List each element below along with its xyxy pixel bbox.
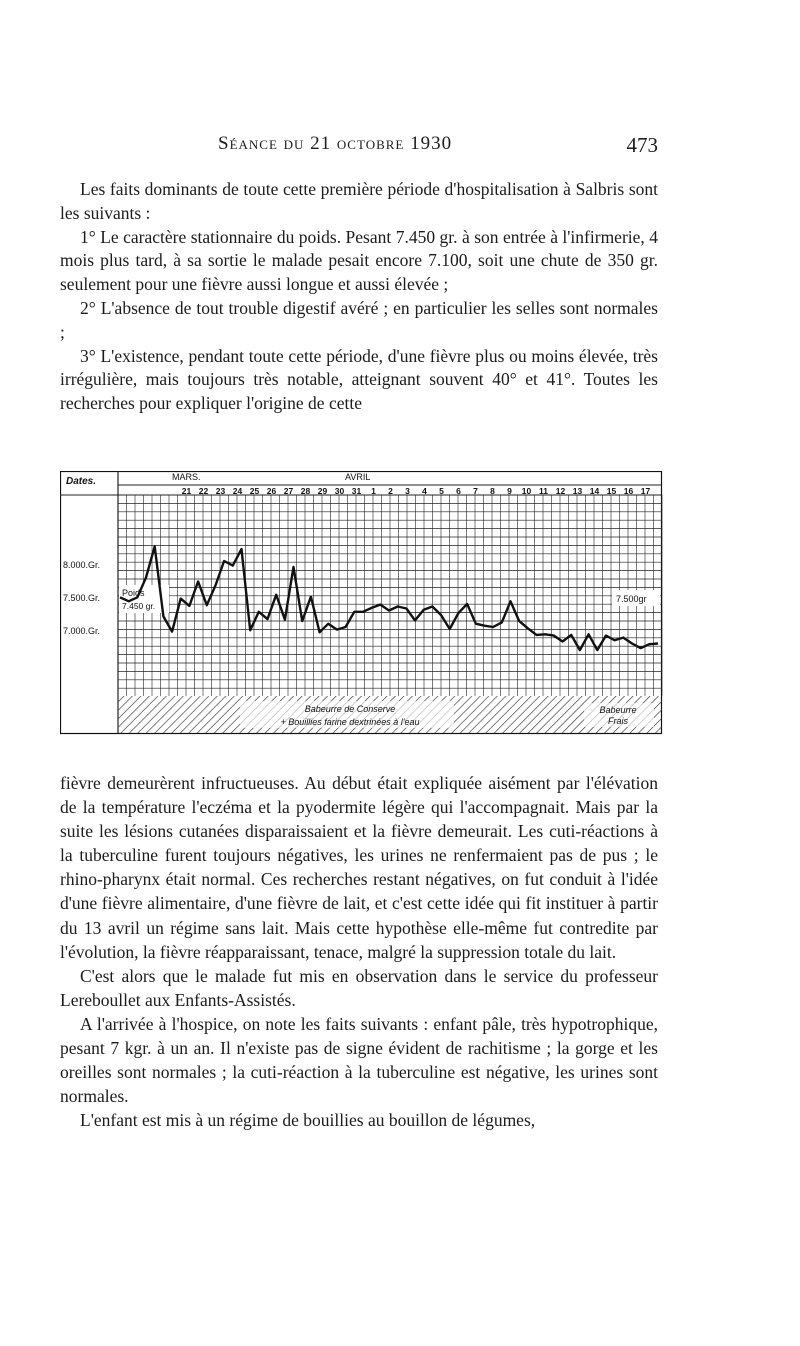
paragraph: A l'arrivée à l'hospice, on note les faits suivants : enfant pâle, très hypotrophique, pesant 7 kgr. à un an. Il n'existe pas de signe évident de rachitisme ; la gorge et les oreilles sont normales ; la cuti-réaction à la tuberculine est négative, les urines sont normales. <box>60 1013 658 1107</box>
band-1-label-line-1: Babeurre de Conserve <box>304 704 396 714</box>
weight-chart-svg <box>60 471 664 736</box>
paragraph: 2° L'absence de tout trouble digestif avéré ; en particulier les selles sont normales ; <box>60 297 658 342</box>
band-2-label-line-1: Babeurre <box>599 705 637 715</box>
date-tick-label: 23 <box>215 486 226 496</box>
date-tick-label: 28 <box>300 486 311 496</box>
end-weight-label: 7.500gr <box>616 594 647 604</box>
date-tick-label: 31 <box>351 486 362 496</box>
date-tick-label: 6 <box>456 486 461 496</box>
date-tick-label: 15 <box>606 486 617 496</box>
date-tick-label: 16 <box>623 486 634 496</box>
band-2-label-line-2: Frais <box>608 716 628 726</box>
dates-label: Dates. <box>66 476 97 487</box>
date-tick-label: 3 <box>405 486 410 496</box>
date-tick-label: 25 <box>249 486 260 496</box>
date-tick-label: 7 <box>473 486 478 496</box>
running-title: Séance du 21 octobre 1930 <box>218 133 453 154</box>
y-label-8000: 8.000.Gr. <box>63 560 101 570</box>
paragraph: L'enfant est mis à un régime de bouillies au bouillon de légumes, <box>80 1110 536 1131</box>
y-label-7000: 7.000.Gr. <box>63 626 101 636</box>
date-tick-label: 29 <box>317 486 328 496</box>
date-tick-label: 12 <box>555 486 566 496</box>
paragraph: 3° L'existence, pendant toute cette période, d'une fièvre plus ou moins élevée, très irrégulière, mais toujours très notable, atteignant souvent 40° et 41°. Toutes les recherches pour expliquer l'origine de cette <box>60 345 658 414</box>
date-tick-label: 17 <box>640 486 651 496</box>
month-label-mars: MARS. <box>172 472 201 482</box>
date-tick-label: 10 <box>521 486 532 496</box>
date-tick-label: 21 <box>181 486 192 496</box>
poids-label-line-2: 7.450 gr. <box>122 601 156 611</box>
date-tick-label: 14 <box>589 486 600 496</box>
date-tick-label: 13 <box>572 486 583 496</box>
y-label-7500: 7.500.Gr. <box>63 593 101 603</box>
band-1-label-line-2: + Bouillies farine dextrinées à l'eau <box>280 717 420 727</box>
paragraph: 1° Le caractère stationnaire du poids. Pesant 7.450 gr. à son entrée à l'infirmerie, 4 mois plus tard, à sa sortie le malade pesait encore 7.100, soit une chute de 350 gr. seulement pour une fièvre aussi longue et aussi élevée ; <box>60 226 658 295</box>
paragraph: C'est alors que le malade fut mis en observation dans le service du professeur Lereboullet aux Enfants-Assistés. <box>60 965 658 1010</box>
paragraph: Les faits dominants de toute cette première période d'hospitalisation à Salbris sont les suivants : <box>60 179 658 223</box>
text-block-bottom <box>60 771 658 1132</box>
diet-bands <box>118 696 662 733</box>
date-tick-label: 5 <box>439 486 444 496</box>
text-block-top <box>60 178 658 416</box>
month-label-avril: AVRIL <box>345 472 371 482</box>
date-tick-label: 26 <box>266 486 277 496</box>
page-number: 473 <box>626 133 658 157</box>
weight-chart <box>60 471 664 736</box>
date-tick-label: 11 <box>539 486 548 496</box>
date-tick-label: 1 <box>371 486 376 496</box>
date-tick-label: 27 <box>283 486 294 496</box>
date-tick-label: 4 <box>422 486 427 496</box>
date-tick-label: 22 <box>198 486 209 496</box>
date-tick-label: 9 <box>507 486 512 496</box>
page-header <box>60 133 658 167</box>
poids-label-line-1: Poids <box>122 588 145 598</box>
date-tick-label: 8 <box>490 486 495 496</box>
date-tick-label: 2 <box>388 486 393 496</box>
date-tick-label: 30 <box>334 486 345 496</box>
date-tick-label: 24 <box>232 486 243 496</box>
paragraph: fièvre demeurèrent infructueuses. Au début était expliquée aisément par l'élévation de la température l'eczéma et la pyodermite légère qui l'accompagnait. Mais par la suite les lésions cutanées disparaissaient et la fièvre demeurait. Les cuti-réactions à la tuberculine furent toujours négatives, les urines ne renfermaient pas de pus ; le rhino-pharynx était normal. Ces recherches restant négatives, on fut conduit à l'idée d'une fièvre alimentaire, d'une fièvre de lait, et c'est cette idée qui fit instituer à partir du 13 avril un régime sans lait. Mais cette hypothèse elle-même fut contredite par l'évolution, la fièvre réapparaissant, tenace, malgré la suppression totale du lait. <box>60 773 658 962</box>
